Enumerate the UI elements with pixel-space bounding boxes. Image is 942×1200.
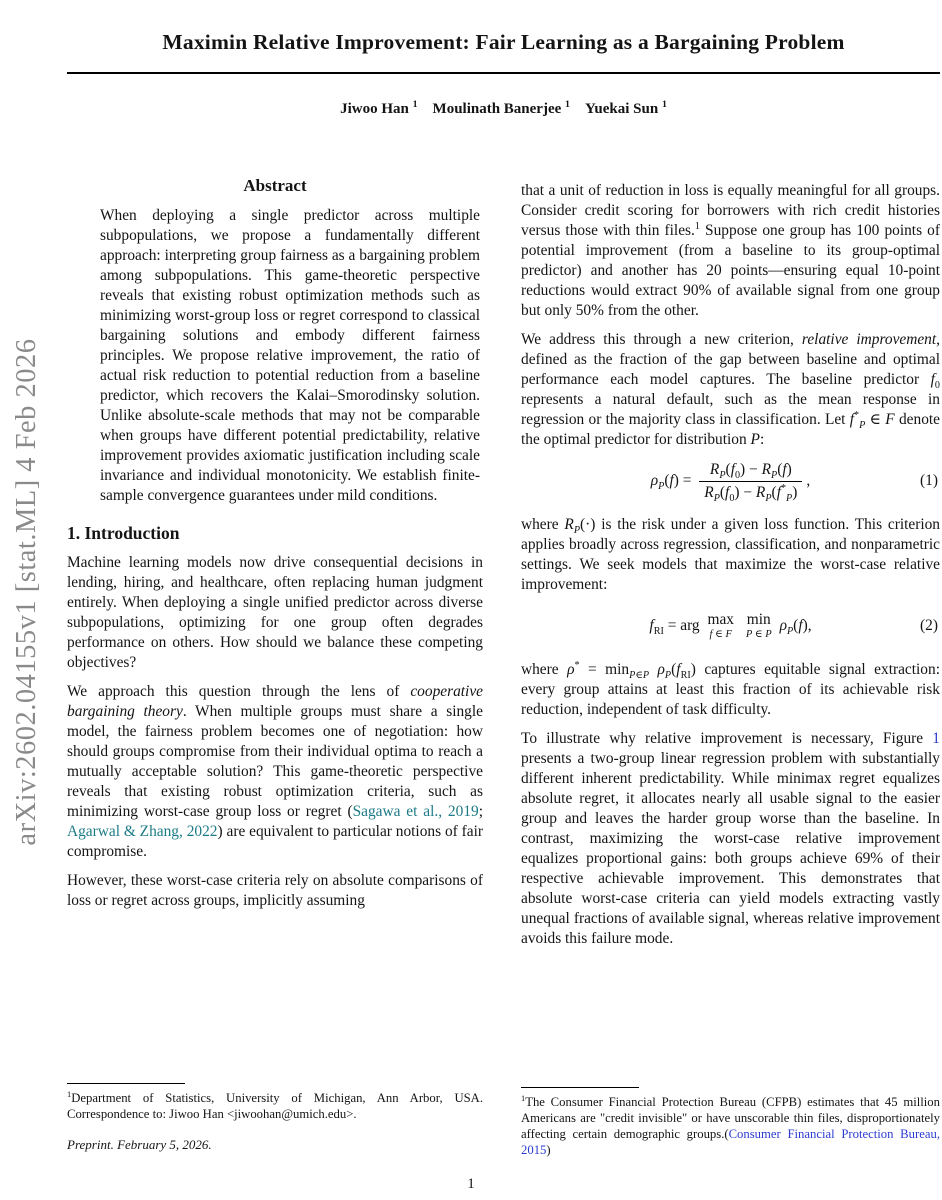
text-segment: P xyxy=(629,670,636,682)
text-segment: where xyxy=(521,661,568,679)
text-segment: = arg xyxy=(663,616,700,634)
text-segment: : xyxy=(759,431,765,449)
equation-2-body xyxy=(649,612,811,641)
text-segment: f xyxy=(676,661,681,679)
text-segment: P xyxy=(719,469,726,481)
text-segment: R xyxy=(704,483,714,501)
text-segment: ( xyxy=(793,616,799,634)
text-segment: Suppose one group has 100 points of potential improvement (from a baseline to its group-optimal predictor) and another has 20 points—ensuring equal 10-point reductions would extract 90% of available signal from one group but only 50% from the other. xyxy=(521,222,940,320)
text-segment: captures equitable signal extraction: every group attains at least this fraction of its achievable risk reduction, independent of task difficulty. xyxy=(521,661,940,719)
text-segment: ∈ xyxy=(865,411,886,429)
text-segment: ( xyxy=(719,483,726,501)
text-segment: ) = xyxy=(673,471,696,489)
text-segment: P xyxy=(859,420,866,432)
text-segment: 1 xyxy=(661,99,667,110)
intro-paragraph-1: Machine learning models now drive consequential decisions in lending, hiring, and healthcare, often replacing human judgment entirely. When deploying a single unified predictor across diverse subpopulations, optimizing for one group often degrades performance on others. How should we balance these competing objectives? xyxy=(67,554,483,672)
text-segment: ρ xyxy=(567,661,575,679)
cfpb-footnote xyxy=(521,1094,940,1159)
text-segment: , defined as the fraction of the gap between baseline and optimal performance each model captures. The baseline predictor xyxy=(521,331,941,389)
equation-2-rhs xyxy=(779,616,812,637)
text-segment: ∈ xyxy=(635,670,643,682)
text-segment: f xyxy=(730,460,735,478)
text-segment: RI xyxy=(680,670,691,682)
text-segment: R xyxy=(564,516,574,534)
text-segment: P xyxy=(786,492,793,504)
text-segment: P xyxy=(765,492,772,504)
left-column xyxy=(67,176,483,921)
footnote-rule xyxy=(67,1083,185,1084)
equation-1-tail: , xyxy=(806,471,811,489)
reference-link[interactable]: Consumer Financial Protection Bureau, 2015 xyxy=(521,1127,940,1158)
left-footnote xyxy=(67,1083,483,1154)
text-segment: R xyxy=(761,460,771,478)
text-segment: f xyxy=(849,411,855,429)
text-segment: Jiwoo Han xyxy=(340,101,413,117)
text-segment: f xyxy=(776,483,781,501)
text-segment: 0 xyxy=(729,492,735,504)
text-segment: ( xyxy=(777,460,783,478)
intro-paragraph-3: However, these worst-case criteria rely on absolute comparisons of loss or regret across groups, implicitly assuming xyxy=(67,872,483,910)
text-segment: R xyxy=(709,460,720,478)
text-segment: 0 xyxy=(734,469,741,481)
equation-2-number: (2) xyxy=(920,617,938,635)
intro-paragraph-2 xyxy=(67,682,483,862)
text-segment: P xyxy=(770,469,778,481)
affiliation-footnote xyxy=(67,1090,483,1122)
text-segment: 1 xyxy=(565,99,570,110)
text-segment: f xyxy=(782,460,787,478)
min-limit xyxy=(746,630,772,641)
arxiv-stamp: arXiv:2602.04155v1 [stat.ML] 4 Feb 2026 xyxy=(11,338,42,846)
text-segment: F xyxy=(725,629,732,641)
text-segment: presents a two-group linear regression problem with substantially different inherent predictability. While minimax regret equalizes absolute regret, it allocates nearly all usable signal to the easier group and leaves the harder group worse than the baseline. In contrast, maximizing the worst-case relative improvement equalizes proportional gains: both groups achieve 69% of their respective achievable improvement. This demonstrates that absolute worst-case criteria can yield models extracting vastly unequal fractions of available signal, whereas relative improvement avoids this failure mode. xyxy=(521,750,940,948)
abstract-heading: Abstract xyxy=(243,176,307,195)
max-label: max xyxy=(707,610,734,628)
right-footnote xyxy=(521,1087,940,1159)
text-segment: P xyxy=(573,525,581,537)
text-segment: ρ xyxy=(779,616,787,634)
text-segment: ) are equivalent to particular notions of fair compromise. xyxy=(67,823,483,861)
text-segment: that a unit of reduction in loss is equally meaningful for all groups. Consider credit scoring for borrowers with rich credit histories versus those with thin files. xyxy=(521,182,940,240)
text-segment: ( xyxy=(664,471,670,489)
text-segment: ), xyxy=(802,616,812,634)
text-segment: * xyxy=(780,482,787,494)
fraction xyxy=(699,461,802,502)
text-segment: P xyxy=(750,431,760,449)
equation-1-body xyxy=(651,461,811,502)
text-segment xyxy=(418,101,433,117)
text-segment: ) xyxy=(690,661,696,679)
body-paragraph-4 xyxy=(521,660,940,720)
text-segment: ( xyxy=(725,460,731,478)
text-segment: P xyxy=(658,480,665,492)
text-segment: ( xyxy=(771,483,777,501)
text-segment: relative improvement xyxy=(801,331,937,349)
text-segment: P xyxy=(642,670,650,682)
text-segment: = min xyxy=(579,661,630,679)
text-segment: f xyxy=(798,616,803,634)
body-paragraph-1 xyxy=(521,181,940,321)
right-column xyxy=(521,181,940,958)
text-segment xyxy=(570,101,585,117)
fraction-numerator xyxy=(699,461,802,481)
page-number: 1 xyxy=(467,1176,475,1192)
paper-title: Maximin Relative Improvement: Fair Learning as a Bargaining Problem xyxy=(162,30,845,54)
text-segment: ) xyxy=(786,460,792,478)
text-segment: ( xyxy=(671,661,677,679)
text-segment: . When multiple groups must share a single model, the fairness problem becomes one of negotiation: how should groups compromise from their individual optima to reach a mutually acceptable solution? This game-theoretic perspective reveals that existing robust optimization criteria, such as minimizing worst-case group loss or regret ( xyxy=(67,703,483,821)
text-segment: ∈ xyxy=(712,629,726,641)
citation-link[interactable]: Sagawa et al., 2019 xyxy=(352,803,479,821)
text-segment: Yuekai Sun xyxy=(584,101,662,117)
min-label: min xyxy=(746,610,771,628)
text-segment: f xyxy=(930,371,935,389)
text-segment: ) xyxy=(546,1143,551,1158)
text-segment: P xyxy=(786,625,794,637)
text-segment: f xyxy=(669,471,674,489)
text-segment: ; xyxy=(478,803,483,821)
max-operator xyxy=(707,612,734,641)
authors-line xyxy=(67,101,940,118)
equation-1-number: (1) xyxy=(920,472,938,490)
text-segment: F xyxy=(885,411,895,429)
paper-header xyxy=(67,30,940,118)
text-segment: f xyxy=(709,629,713,641)
text-segment: P xyxy=(664,670,672,682)
preprint-note: Preprint. February 5, 2026. xyxy=(67,1137,212,1153)
text-segment: denote the optimal predictor for distribution xyxy=(521,411,941,449)
text-segment: f xyxy=(649,616,654,634)
text-segment: 1 xyxy=(694,220,700,232)
equation-1-lhs xyxy=(650,471,696,492)
text-segment: (·) xyxy=(580,516,596,534)
text-segment: 1 xyxy=(412,99,418,110)
text-segment: where xyxy=(521,516,565,534)
body-paragraph-3 xyxy=(521,515,940,595)
text-segment: The Consumer Financial Protection Bureau (CFPB) estimates that 45 million Americans are "credit invisible" or have unscorable thin files, disproportionately affecting certain demographic groups.( xyxy=(521,1095,940,1142)
text-segment: RI xyxy=(653,625,664,637)
text-segment: 1 xyxy=(521,1093,526,1103)
text-segment: cooperative bargaining theory xyxy=(67,683,483,721)
footnote-rule xyxy=(521,1087,639,1088)
equation-2 xyxy=(521,605,940,647)
body-paragraph-5 xyxy=(521,729,940,949)
equation-1 xyxy=(521,460,940,502)
text-segment: ) − xyxy=(734,483,756,501)
text-segment: f xyxy=(725,483,730,501)
text-segment: ρ xyxy=(657,661,665,679)
equation-2-lhs xyxy=(649,616,700,637)
max-limit xyxy=(710,630,732,641)
text-segment: ) − xyxy=(740,460,762,478)
text-segment: P xyxy=(713,492,720,504)
text-segment: We address this through a new criterion, xyxy=(521,331,802,349)
text-segment: P xyxy=(745,629,753,641)
min-operator xyxy=(746,612,772,641)
body-paragraph-2 xyxy=(521,330,940,450)
reference-link[interactable]: 1 xyxy=(932,730,940,748)
abstract-paragraph: When deploying a single predictor across multiple subpopulations, we propose a fundamentally different approach: interpreting group fairness as a bargaining problem among subpopulations. This game-theoretic perspective reveals that existing robust optimization methods such as minimizing worst-group loss or regret correspond to classical bargaining solutions and embody different fairness principles. We propose relative improvement, the ratio of actual risk reduction to potential reduction from a baseline predictor, which recovers the Kalai–Smorodinsky solution. Unlike absolute-scale methods that may not be comparable when groups have different potential predictability, relative improvement provides axiomatic justification including scale invariance and individual monotonicity. We establish finite-sample convergence guarantees under mild conditions. xyxy=(100,207,480,505)
section-heading-introduction: 1. Introduction xyxy=(67,523,180,544)
text-segment: To illustrate why relative improvement is necessary, Figure xyxy=(521,730,933,748)
text-segment: Moulinath Banerjee xyxy=(432,101,566,117)
text-segment: represents a natural default, such as the mean response in regression or the majority class in classification. Let xyxy=(521,391,940,429)
text-segment: ∈ xyxy=(752,629,766,641)
fraction-denominator xyxy=(699,481,802,502)
text-segment: is the risk under a given loss function. This criterion applies broadly across regression, classification, and nonparametric settings. We seek models that maximize the worst-case relative improvement: xyxy=(521,516,940,594)
citation-link[interactable]: Agarwal & Zhang, 2022 xyxy=(67,823,218,841)
text-segment: ) xyxy=(792,483,798,501)
text-segment: P xyxy=(765,629,772,641)
text-segment: We approach this question through the lens of xyxy=(67,683,411,701)
text-segment: 0 xyxy=(934,380,940,392)
text-segment xyxy=(649,661,657,678)
text-segment: R xyxy=(755,483,766,501)
text-segment: * xyxy=(854,410,860,422)
text-segment: ρ xyxy=(650,471,659,489)
title-rule xyxy=(67,72,940,74)
text-segment: 1 xyxy=(67,1089,72,1099)
text-segment: * xyxy=(574,660,580,672)
text-segment: Department of Statistics, University of Michigan, Ann Arbor, USA. Correspondence to: Jiwoo Han <jiwoohan@umich.edu>. xyxy=(67,1091,483,1122)
